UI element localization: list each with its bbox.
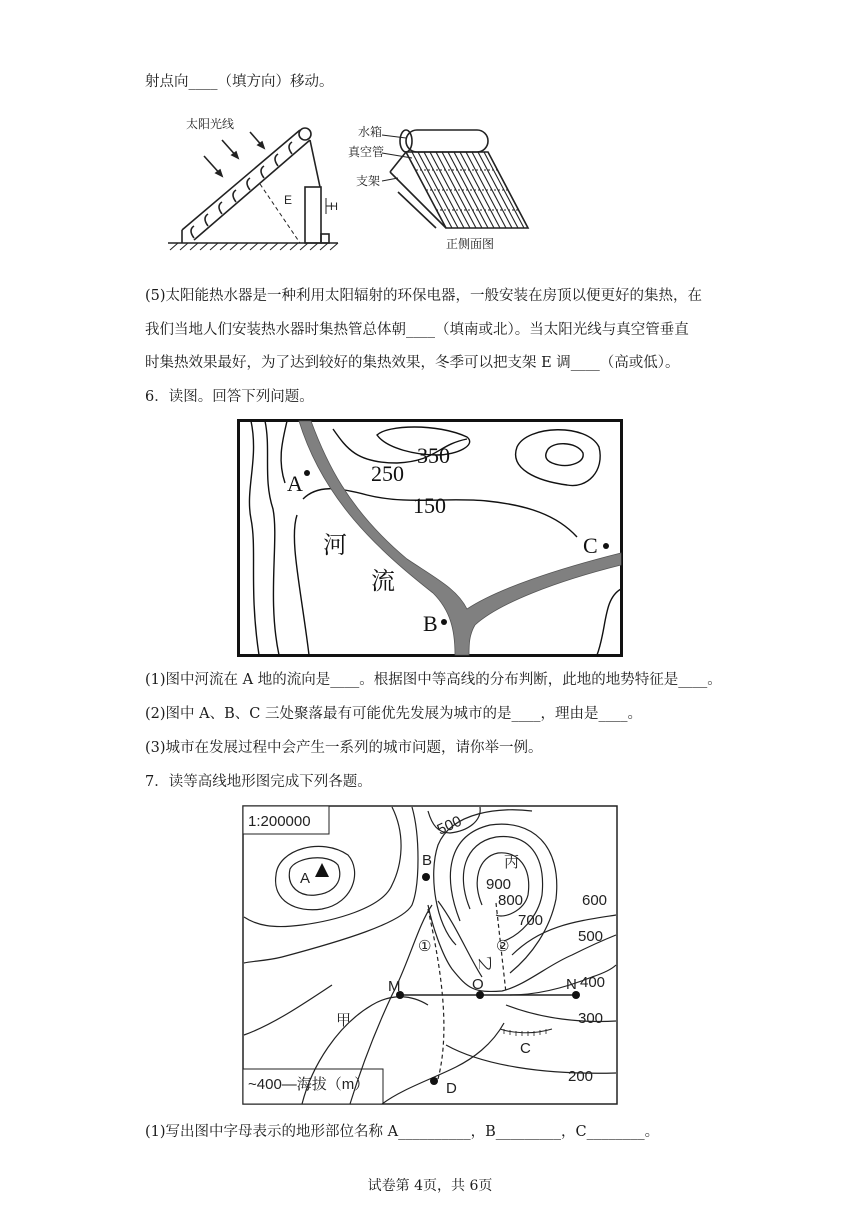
- map-point-c: C: [520, 1040, 531, 1057]
- point-a: A: [287, 471, 303, 496]
- tank-label: 水箱: [358, 125, 383, 139]
- river-contour-map: [237, 419, 623, 657]
- stand-label: 支架: [356, 174, 381, 188]
- page-footer: 试卷第 4页，共 6页: [367, 1178, 493, 1194]
- q6-title: 6．读图。回答下列问题。: [145, 389, 314, 405]
- river-char-2: 流: [371, 569, 395, 595]
- scale-text: 1:200000: [248, 813, 311, 830]
- point-b: B: [423, 611, 438, 636]
- height-letter: H: [330, 201, 338, 213]
- map-point-o: O: [472, 976, 484, 993]
- figure-caption: 正侧面图: [446, 237, 495, 251]
- contour-800: 800: [498, 892, 524, 909]
- label-yi: 乙: [477, 955, 494, 971]
- river-char-1: 河: [323, 533, 347, 559]
- contour-250: 250: [371, 461, 404, 486]
- label-bing: 丙: [504, 854, 520, 871]
- circle-1: ①: [418, 938, 432, 955]
- contour-350: 350: [417, 443, 450, 468]
- map-point-a: A: [300, 870, 311, 887]
- tube-label: 真空管: [348, 145, 385, 159]
- sunlight-label: 太阳光线: [186, 117, 235, 131]
- contour-400: 400: [580, 974, 606, 991]
- support-letter: E: [284, 193, 293, 207]
- topographic-map: [242, 805, 618, 1105]
- map-point-b: B: [422, 852, 433, 869]
- contour-150: 150: [413, 493, 446, 518]
- contour-300: 300: [578, 1010, 604, 1027]
- circle-2: ②: [496, 938, 510, 955]
- contour-900: 900: [486, 876, 512, 893]
- q7-sub1: (1)写出图中字母表示的地形部位名称 A__________，B_________，C________。: [145, 1124, 660, 1140]
- contour-600: 600: [582, 892, 608, 909]
- contour-700: 700: [518, 912, 544, 929]
- q5-sub5-line3: 时集热效果最好，为了达到较好的集热效果，冬季可以把支架 E 调____（高或低）。: [145, 355, 680, 371]
- legend-text: ~400—海拔（m）: [248, 1076, 370, 1093]
- contour-200: 200: [568, 1068, 594, 1085]
- contour-500-right: 500: [578, 928, 604, 945]
- q5-sub5-line1: (5)太阳能热水器是一种利用太阳辐射的环保电器，一般安装在房顶以便更好的集热，在: [145, 288, 703, 304]
- q7-title: 7．读等高线地形图完成下列各题。: [145, 774, 372, 790]
- q5-sub5-line2: 我们当地人们安装热水器时集热管总体朝____（填南或北）。当太阳光线与真空管垂直: [145, 322, 689, 338]
- q5-line-top: 射点向____（填方向）移动。: [145, 74, 334, 90]
- solar-heater-figure: [160, 112, 550, 262]
- map-point-n: N: [566, 976, 577, 993]
- label-jia: 甲: [336, 1012, 352, 1029]
- map-point-m: M: [388, 978, 401, 995]
- contour-500-top: 500: [434, 812, 465, 839]
- q6-sub3: (3)城市在发展过程中会产生一系列的城市问题，请你举一例。: [145, 740, 543, 756]
- q6-sub1: (1)图中河流在 A 地的流向是____。根据图中等高线的分布判断，此地的地势特征是____。: [145, 672, 722, 688]
- point-c: C: [583, 533, 598, 558]
- q6-sub2: (2)图中 A、B、C 三处聚落最有可能优先发展为城市的是____，理由是____。: [145, 706, 642, 722]
- map-point-d: D: [446, 1080, 457, 1097]
